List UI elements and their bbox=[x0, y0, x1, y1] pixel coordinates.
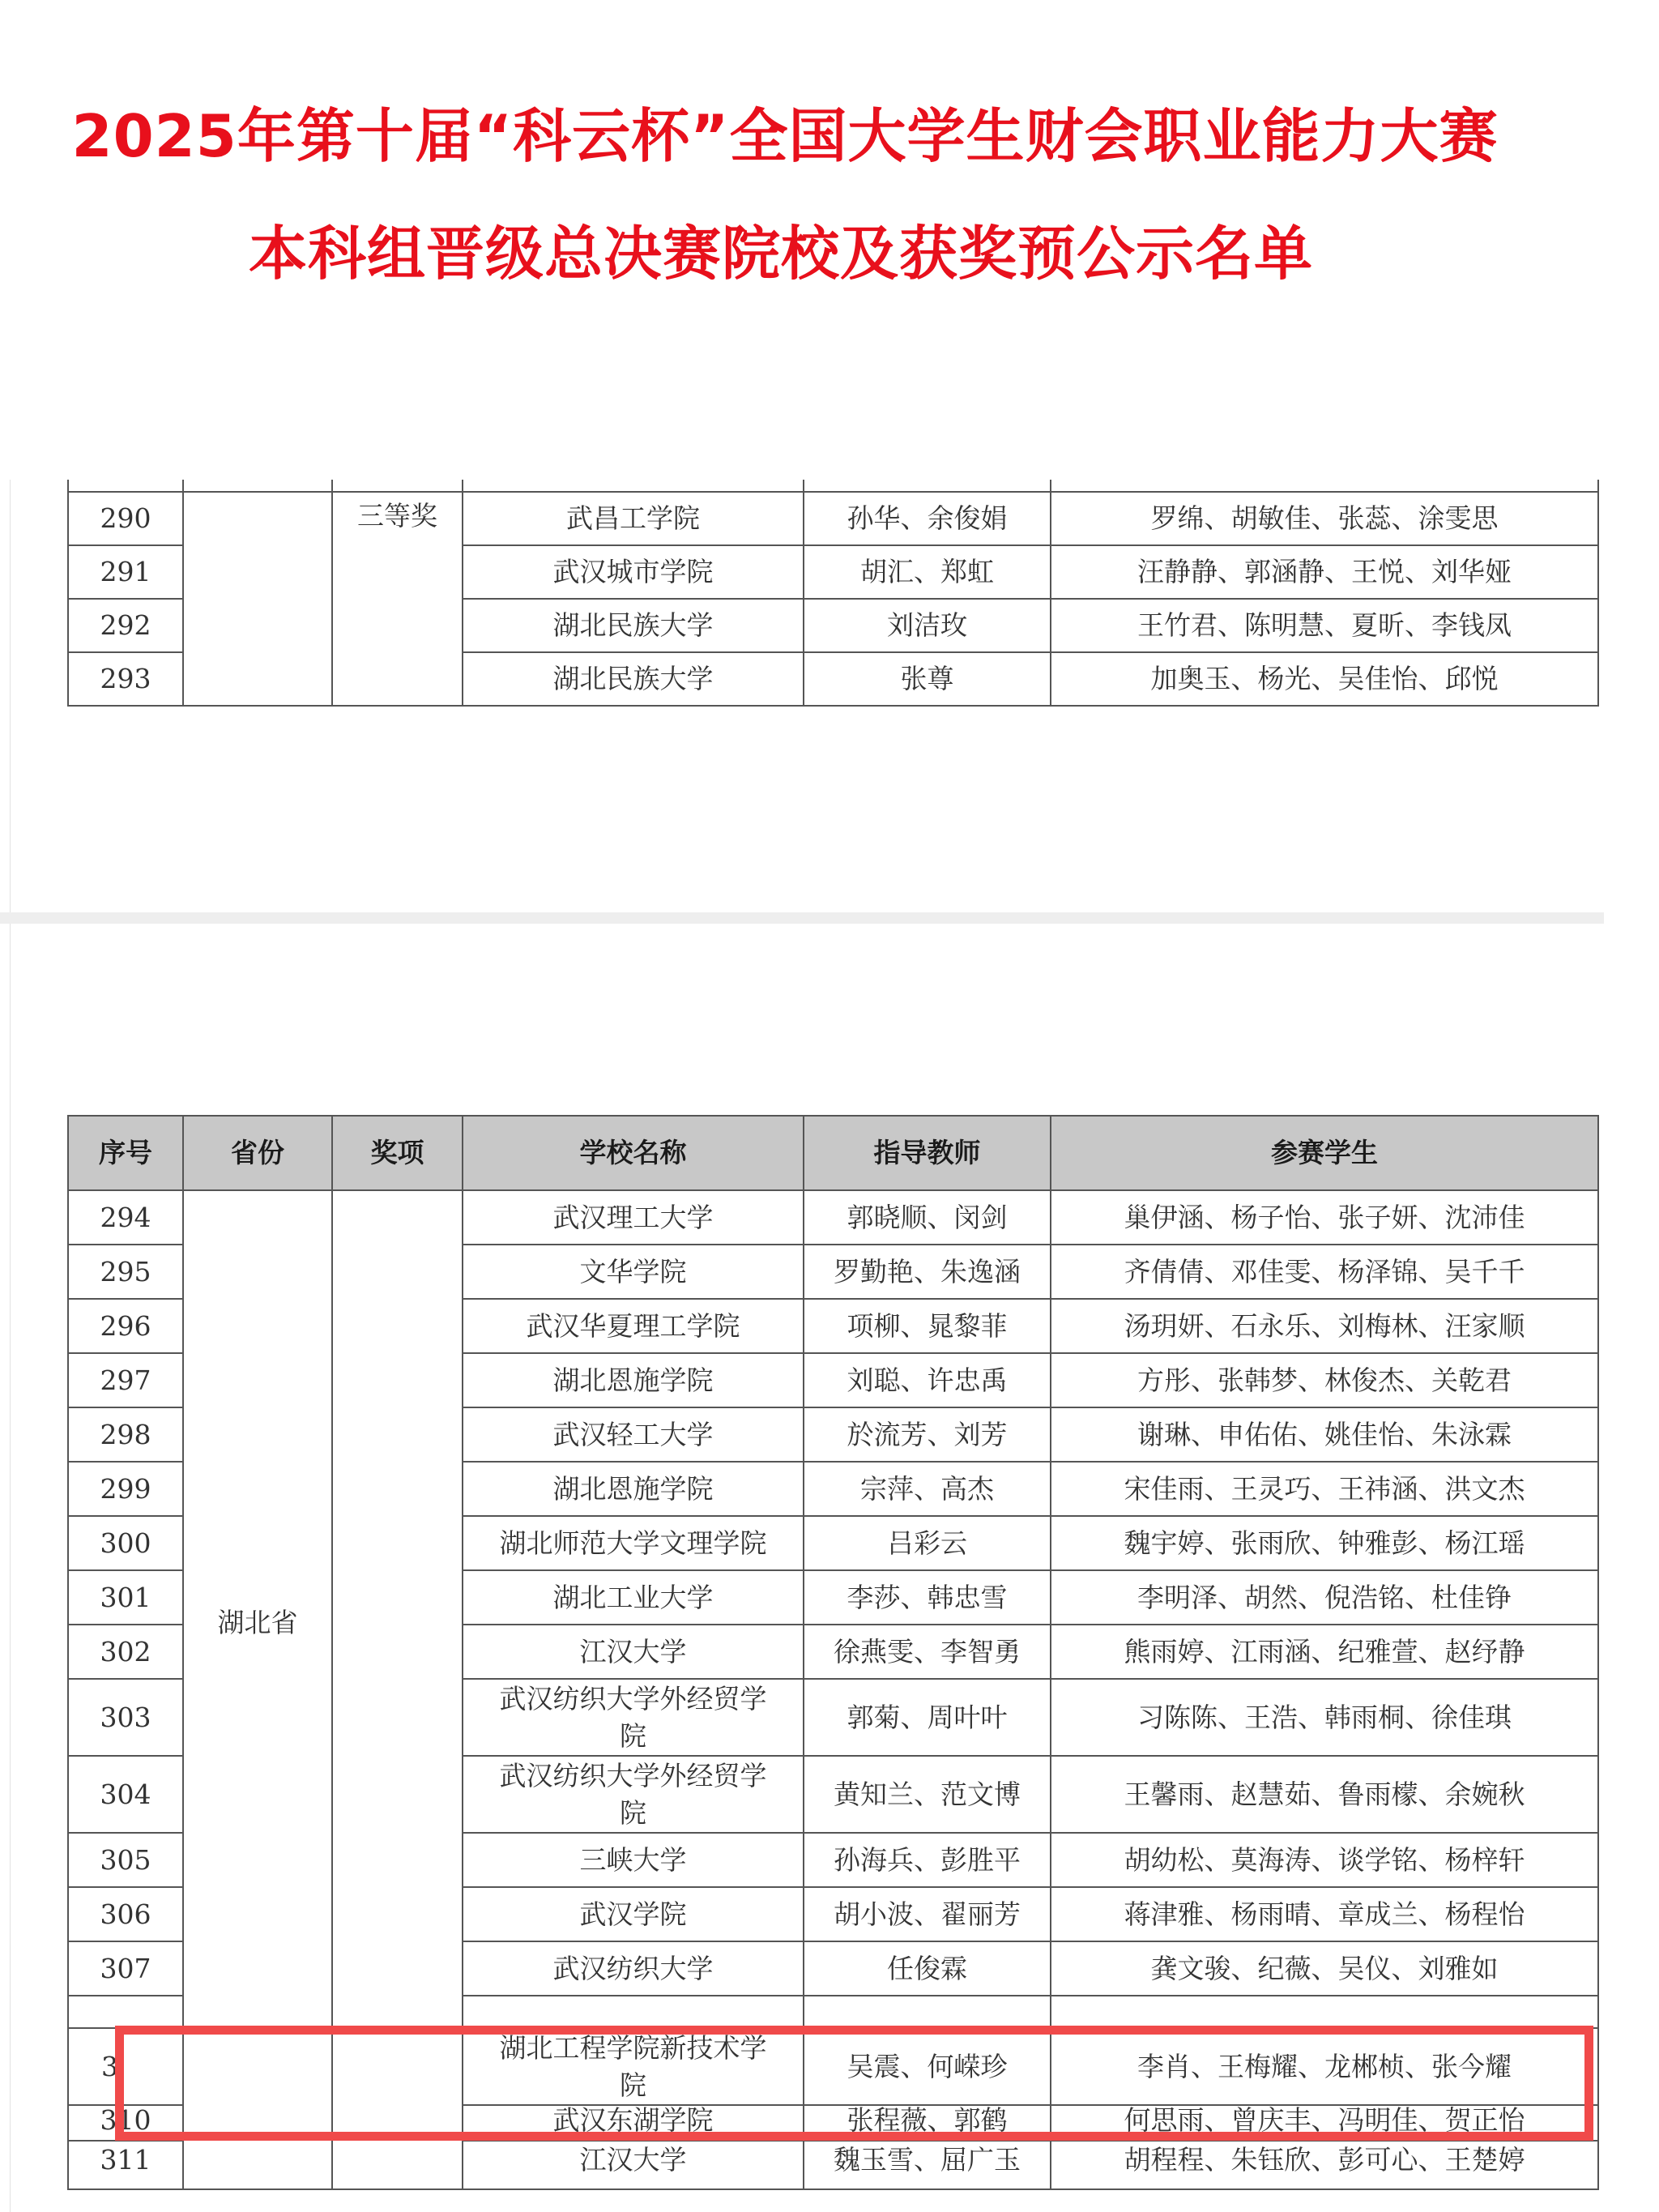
row-number bbox=[68, 2028, 183, 2105]
students: 胡幼松、莫海涛、谈学铭、杨梓轩 bbox=[1051, 1833, 1598, 1887]
school-name: 湖北恩施学院 bbox=[463, 1462, 804, 1516]
teachers: 郭晓顺、闵剑 bbox=[804, 1190, 1051, 1245]
students: 习陈陈、王浩、韩雨桐、徐佳琪 bbox=[1051, 1679, 1598, 1756]
students: 罗绵、胡敏佳、张蕊、涂雯思 bbox=[1051, 492, 1598, 545]
teachers: 刘洁玫 bbox=[804, 599, 1051, 652]
row-number: 307 bbox=[68, 1941, 183, 1996]
students: 方彤、张韩梦、林俊杰、关乾君 bbox=[1051, 1353, 1598, 1407]
teachers: 郭菊、周叶叶 bbox=[804, 1679, 1051, 1756]
row-number: 294 bbox=[68, 1190, 183, 1245]
students: 蒋津雅、杨雨晴、章成兰、杨程怡 bbox=[1051, 1887, 1598, 1941]
school-name: 武汉东湖学院 bbox=[463, 2105, 804, 2141]
row-number: 310 bbox=[68, 2105, 183, 2141]
students: 胡程程、朱钰欣、彭可心、王楚婷 bbox=[1051, 2141, 1598, 2189]
teachers: 胡小波、翟丽芳 bbox=[804, 1887, 1051, 1941]
teachers: 项柳、晁黎菲 bbox=[804, 1299, 1051, 1353]
row-number: 290 bbox=[68, 492, 183, 545]
teachers: 胡汇、郑虹 bbox=[804, 545, 1051, 599]
title-line-1: 2025年第十届“科云杯”全国大学生财会职业能力大赛 bbox=[71, 102, 1499, 170]
school-name: 武汉纺织大学外经贸学院 bbox=[463, 1679, 804, 1756]
header-school: 学校名称 bbox=[463, 1116, 804, 1190]
school-name: 湖北工业大学 bbox=[463, 1570, 804, 1625]
row-number: 299 bbox=[68, 1462, 183, 1516]
row-number: 296 bbox=[68, 1299, 183, 1353]
province-cell bbox=[183, 492, 332, 706]
teachers: 罗勤艳、朱逸涵 bbox=[804, 1245, 1051, 1299]
row-number: 300 bbox=[68, 1516, 183, 1570]
students: 宋佳雨、王灵巧、王祎涵、洪文杰 bbox=[1051, 1462, 1598, 1516]
row-number-partial: 3 bbox=[101, 2050, 118, 2082]
students: 汤玥妍、石永乐、刘梅林、汪家顺 bbox=[1051, 1299, 1598, 1353]
award-cell bbox=[332, 492, 463, 706]
teachers: 孙华、余俊娟 bbox=[804, 492, 1051, 545]
row-number: 298 bbox=[68, 1407, 183, 1462]
school-name: 江汉大学 bbox=[463, 1625, 804, 1679]
row-number: 311 bbox=[68, 2141, 183, 2189]
teachers: 徐燕雯、李智勇 bbox=[804, 1625, 1051, 1679]
row-number: 306 bbox=[68, 1887, 183, 1941]
row-number: 303 bbox=[68, 1679, 183, 1756]
page-separator bbox=[0, 912, 1604, 924]
province-cell bbox=[183, 1190, 332, 2189]
school-name: 湖北工程学院新技术学院 bbox=[463, 2028, 804, 2105]
students: 王馨雨、赵慧茹、鲁雨檬、余婉秋 bbox=[1051, 1756, 1598, 1833]
school-name: 文华学院 bbox=[463, 1245, 804, 1299]
teachers: 吴震、何嵘珍 bbox=[804, 2028, 1051, 2105]
row-number: 304 bbox=[68, 1756, 183, 1833]
school-name: 湖北民族大学 bbox=[463, 599, 804, 652]
teachers: 刘聪、许忠禹 bbox=[804, 1353, 1051, 1407]
school-name: 江汉大学 bbox=[463, 2141, 804, 2189]
award-label: 三等奖 bbox=[357, 500, 437, 532]
row-number: 301 bbox=[68, 1570, 183, 1625]
school-name: 武昌工学院 bbox=[463, 492, 804, 545]
page-2 bbox=[10, 924, 1608, 2212]
students: 魏宇婷、张雨欣、钟雅彭、杨江瑶 bbox=[1051, 1516, 1598, 1570]
title-line-2: 本科组晋级总决赛院校及获奖预公示名单 bbox=[248, 220, 1313, 288]
students: 何思雨、曾庆丰、冯明佳、贺正怡 bbox=[1051, 2105, 1598, 2141]
table-row bbox=[68, 1190, 1598, 1245]
students: 龚文骏、纪薇、吴仪、刘雅如 bbox=[1051, 1941, 1598, 1996]
teachers: 宗萍、高杰 bbox=[804, 1462, 1051, 1516]
header-award: 奖项 bbox=[332, 1116, 463, 1190]
header-teachers: 指导教师 bbox=[804, 1116, 1051, 1190]
school-name: 湖北恩施学院 bbox=[463, 1353, 804, 1407]
school-name: 三峡大学 bbox=[463, 1833, 804, 1887]
row-number: 302 bbox=[68, 1625, 183, 1679]
row-number: 291 bbox=[68, 545, 183, 599]
row-number: 293 bbox=[68, 652, 183, 706]
province-label: 湖北省 bbox=[217, 1607, 298, 1638]
school-name: 武汉华夏理工学院 bbox=[463, 1299, 804, 1353]
teachers: 孙海兵、彭胜平 bbox=[804, 1833, 1051, 1887]
students: 加奥玉、杨光、吴佳怡、邱悦 bbox=[1051, 652, 1598, 706]
teachers: 任俊霖 bbox=[804, 1941, 1051, 1996]
header-students: 参赛学生 bbox=[1051, 1116, 1598, 1190]
teachers: 吕彩云 bbox=[804, 1516, 1051, 1570]
students: 谢琳、申佑佑、姚佳怡、朱泳霖 bbox=[1051, 1407, 1598, 1462]
school-name: 武汉纺织大学 bbox=[463, 1941, 804, 1996]
row-number: 292 bbox=[68, 599, 183, 652]
school-name: 湖北民族大学 bbox=[463, 652, 804, 706]
award-cell bbox=[332, 1190, 463, 2189]
row-number: 305 bbox=[68, 1833, 183, 1887]
students: 汪静静、郭涵静、王悦、刘华娅 bbox=[1051, 545, 1598, 599]
teachers: 於流芳、刘芳 bbox=[804, 1407, 1051, 1462]
school-name: 武汉城市学院 bbox=[463, 545, 804, 599]
school-name: 湖北师范大学文理学院 bbox=[463, 1516, 804, 1570]
students: 熊雨婷、江雨涵、纪雅萱、赵纾静 bbox=[1051, 1625, 1598, 1679]
row-number: 295 bbox=[68, 1245, 183, 1299]
school-name: 武汉轻工大学 bbox=[463, 1407, 804, 1462]
row-number: 297 bbox=[68, 1353, 183, 1407]
students: 王竹君、陈明慧、夏昕、李钱凤 bbox=[1051, 599, 1598, 652]
results-table-page-1 bbox=[67, 480, 1599, 707]
page-1 bbox=[10, 480, 1608, 912]
header-province: 省份 bbox=[183, 1116, 332, 1190]
school-name: 武汉理工大学 bbox=[463, 1190, 804, 1245]
school-name: 武汉纺织大学外经贸学院 bbox=[463, 1756, 804, 1833]
teachers: 李莎、韩忠雪 bbox=[804, 1570, 1051, 1625]
students: 齐倩倩、邓佳雯、杨泽锦、吴千千 bbox=[1051, 1245, 1598, 1299]
students: 李肖、王梅耀、龙郴桢、张今耀 bbox=[1051, 2028, 1598, 2105]
header-no: 序号 bbox=[68, 1116, 183, 1190]
table-row bbox=[68, 492, 1598, 545]
students: 李明泽、胡然、倪浩铭、杜佳铮 bbox=[1051, 1570, 1598, 1625]
teachers: 黄知兰、范文博 bbox=[804, 1756, 1051, 1833]
teachers: 张程薇、郭鹤 bbox=[804, 2105, 1051, 2141]
students: 巢伊涵、杨子怡、张子妍、沈沛佳 bbox=[1051, 1190, 1598, 1245]
school-name: 武汉学院 bbox=[463, 1887, 804, 1941]
results-table-page-2 bbox=[67, 1115, 1599, 2190]
table-header-row bbox=[68, 1116, 1598, 1190]
teachers: 魏玉雪、屈广玉 bbox=[804, 2141, 1051, 2189]
teachers: 张尊 bbox=[804, 652, 1051, 706]
